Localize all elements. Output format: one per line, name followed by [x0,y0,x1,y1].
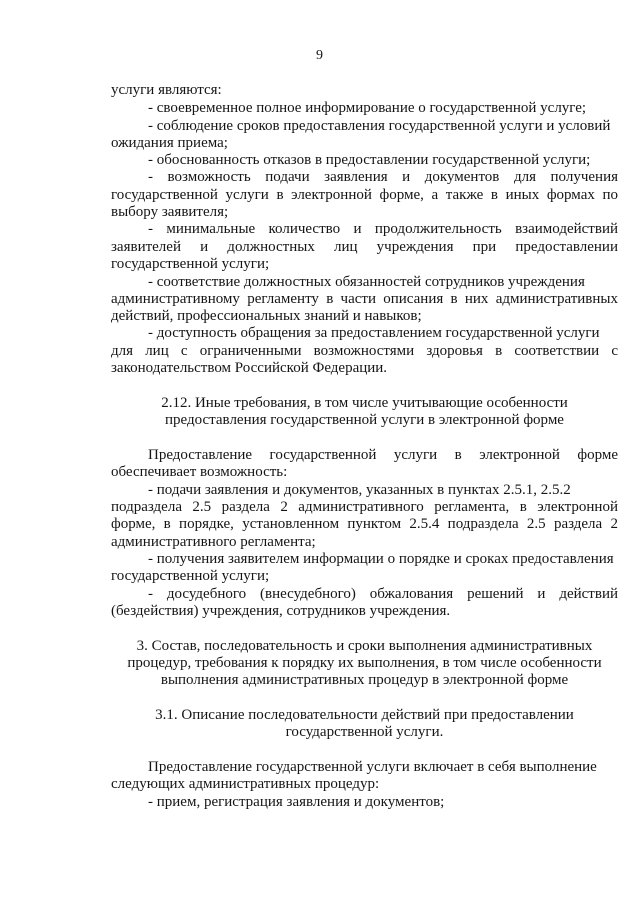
text-line: (бездействия) учреждения, сотрудников учреждения. [111,603,451,619]
text-line: действий, профессиональных знаний и навыков; [111,308,422,324]
text-line: - обоснованность отказов в предоставлении государственной услуги; [148,152,591,168]
text-line: 3.1. Описание последовательности действий при предоставлении [155,707,574,723]
text-line: следующих административных процедур: [111,776,380,792]
text-line: государственной услуги в электронной форме, а также в иных формах по [111,187,618,203]
text-line: предоставления государственной услуги в электронной форме [165,412,564,428]
text-line: - соответствие должностных обязанностей сотрудников учреждения [148,274,585,290]
page-number: 9 [316,48,323,63]
text-line: подраздела 2.5 раздела 2 административного регламента, в электронной [111,499,618,515]
text-line: государственной услуги. [285,724,444,740]
text-line: - своевременное полное информирование о государственной услуге; [148,100,587,116]
text-line: Предоставление государственной услуги включает в себя выполнение [148,759,597,775]
text-line: выбору заявителя; [111,204,229,220]
text-line: услуги являются: [111,82,222,98]
text-line: ожидания приема; [111,135,228,151]
text-line: административному регламенту в части описания в них административных [111,291,618,307]
text-line: - доступность обращения за предоставлением государственной услуги [148,325,600,341]
text-line: государственной услуги; [111,568,270,584]
text-line: обеспечивает возможность: [111,464,288,480]
text-line: - соблюдение сроков предоставления государственной услуги и условий [148,118,611,134]
text-line: - получения заявителем информации о порядке и сроках предоставления [148,551,614,567]
text-line: для лиц с ограниченными возможностями здоровья в соответствии с [111,343,618,359]
text-line: - минимальные количество и продолжительность взаимодействий [148,221,618,237]
text-line: административного регламента; [111,534,316,550]
text-line: государственной услуги; [111,256,270,272]
text-line: 2.12. Иные требования, в том числе учитывающие особенности [161,395,568,411]
text-line: форме, в порядке, установленном пунктом 2.5.4 подраздела 2.5 раздела 2 [111,516,618,532]
text-line: законодательством Российской Федерации. [111,360,388,376]
text-line: 3. Состав, последовательность и сроки выполнения административных [136,638,593,654]
text-line: заявителей и должностных лиц учреждения при предоставлении [111,239,618,255]
text-line: Предоставление государственной услуги в электронной форме [148,447,618,463]
text-line: - досудебного (внесудебного) обжалования решений и действий [148,586,618,602]
text-line: - подачи заявления и документов, указанных в пунктах 2.5.1, 2.5.2 [148,482,571,498]
text-line: процедур, требования к порядку их выполнения, в том числе особенности [127,655,602,671]
text-line: - возможность подачи заявления и документов для получения [148,169,618,185]
text-line: - прием, регистрация заявления и документов; [148,794,445,810]
text-line: выполнения административных процедур в электронной форме [160,672,569,688]
